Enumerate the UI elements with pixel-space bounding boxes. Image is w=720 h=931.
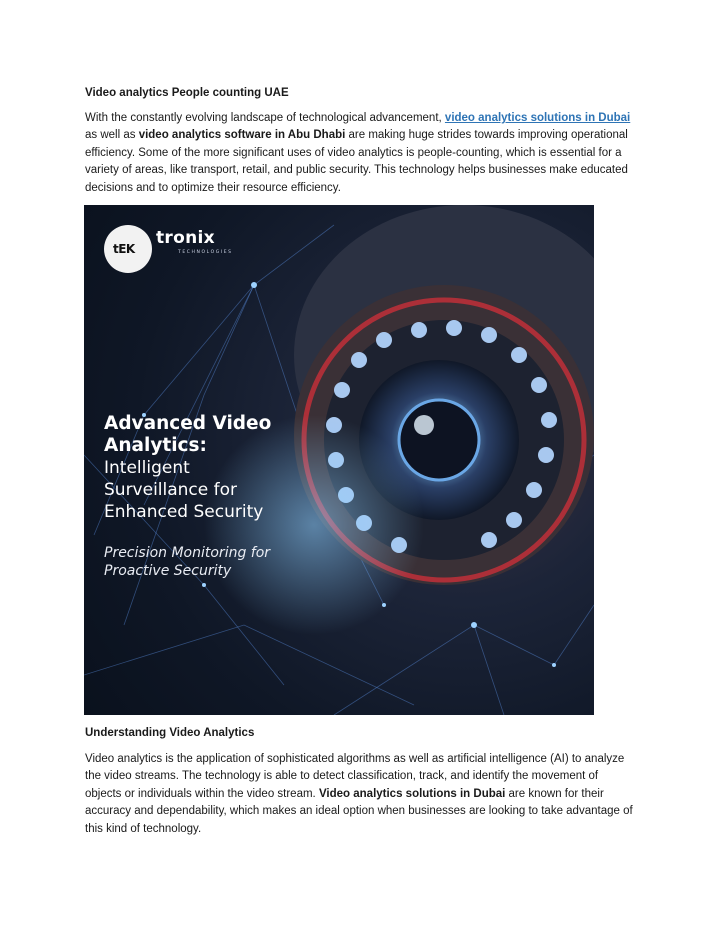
lens-iris: [399, 400, 479, 480]
intro-text-3: are making huge strides towards improving operational efficiency. Some of the more significant uses of video analytics is people-counting, which is essential for a variety of areas, like transport, retail, and public security. This technology helps businesses make educated decisions and to optimize their resource efficiency.: [85, 129, 628, 194]
understanding-text-2: are known for their accuracy and dependability, which makes an ideal option when businesses are looking to take advantage of this kind of technology.: [85, 787, 633, 835]
banner-title-line5: Enhanced Security: [104, 502, 264, 522]
section-heading-understanding: Understanding Video Analytics: [85, 727, 255, 739]
intro-bold-abu-dhabi: video analytics software in Abu Dhabi: [138, 129, 346, 142]
lens-highlight: [414, 415, 434, 435]
light-glow: [204, 415, 424, 635]
banner-tagline-line2: Proactive Security: [104, 563, 232, 579]
logo-subtitle: TECHNOLOGIES: [178, 250, 233, 255]
intro-paragraph: [85, 110, 635, 197]
banner-title-line4: Surveillance for: [104, 480, 238, 500]
section-heading-people-counting: Video analytics People counting UAE: [85, 87, 289, 99]
banner-image: [84, 205, 594, 715]
banner-title-line2: Analytics:: [104, 435, 207, 456]
intro-text-1: With the constantly evolving landscape of technological advancement,: [85, 112, 445, 124]
banner-tagline-line1: Precision Monitoring for: [104, 545, 271, 561]
logo-mark: tEK: [113, 242, 135, 256]
banner-title-line3: Intelligent: [104, 458, 190, 478]
understanding-bold-dubai: Video analytics solutions in Dubai: [318, 787, 506, 800]
banner-title-line1: Advanced Video: [104, 413, 272, 434]
understanding-text-1: Video analytics is the application of sophisticated algorithms as well as artificial intelligence (AI) to analyze the video streams. The technology is able to detect classification, track, and identify the movement of objects or individuals within the video stream.: [85, 753, 625, 800]
understanding-paragraph: [85, 751, 635, 838]
tektronix-logo-badge: [104, 225, 152, 273]
video-analytics-dubai-link[interactable]: video analytics solutions in Dubai: [444, 112, 631, 124]
logo-wordmark: tronix: [156, 228, 215, 248]
intro-text-2: as well as: [85, 129, 139, 142]
